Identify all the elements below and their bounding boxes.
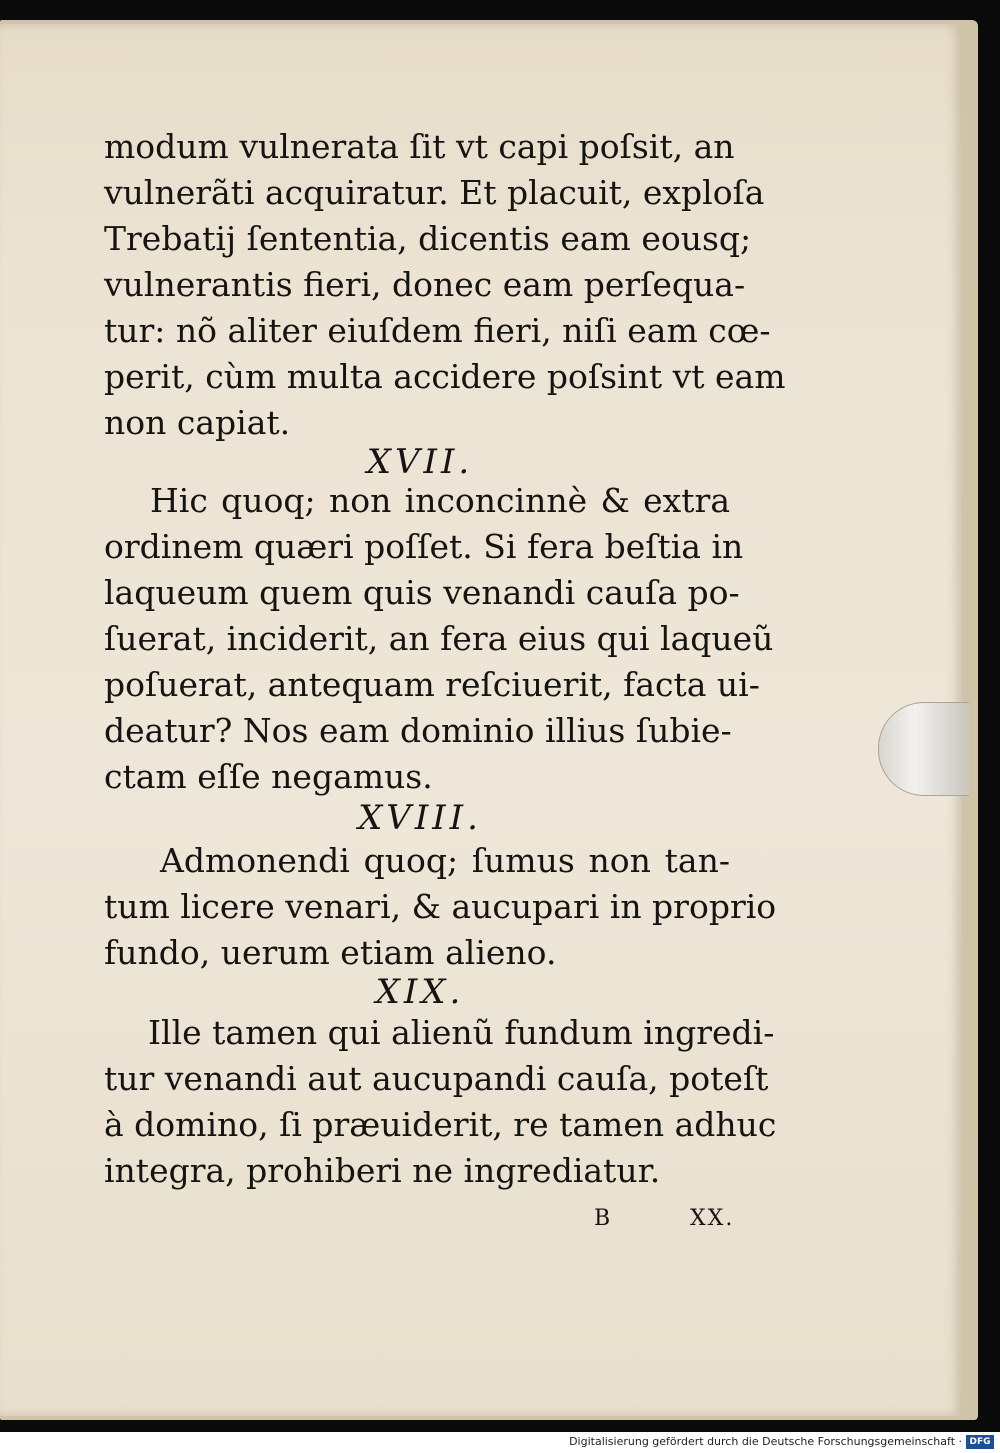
text-line: Hic quoq; non inconcinnè & extra xyxy=(150,481,730,520)
text-line: perit, cùm multa accidere poſsint vt eam xyxy=(104,357,786,396)
text-line: ordinem quæri poſſet. Si fera beſtia in xyxy=(104,527,744,566)
text-line: poſuerat, antequam reſciuerit, facta ui- xyxy=(104,665,760,704)
text-line: Ille tamen qui alienũ fundum ingredi- xyxy=(148,1013,775,1052)
catchword: XX. xyxy=(690,1206,735,1231)
text-line: à domino, ſi præuiderit, re tamen adhuc xyxy=(104,1105,777,1144)
signature-mark: B xyxy=(594,1206,611,1231)
text-line: fundo, uerum etiam alieno. xyxy=(104,933,557,972)
text-line: vulnerantis fieri, donec eam perſequa- xyxy=(104,265,746,304)
text-line: Trebatij ſententia, dicentis eam eousq; xyxy=(104,219,752,258)
section-heading-18: XVIII. xyxy=(358,798,482,838)
section-heading-17: XVII. xyxy=(366,442,474,482)
text-line: Admonendi quoq; ſumus non tan- xyxy=(160,841,730,880)
text-line: vulnerãti acquiratur. Et placuit, exploſa xyxy=(104,173,765,212)
digitization-credit: Digitalisierung gefördert durch die Deutsche Forschungsgemeinschaft · xyxy=(569,1435,962,1448)
text-line: tur: nõ aliter eiuſdem fieri, niſi eam cœ- xyxy=(104,311,771,350)
section-heading-19: XIX. xyxy=(375,972,465,1012)
dfg-logo-icon: DFG xyxy=(966,1435,994,1449)
text-line: modum vulnerata ſit vt capi poſsit, an xyxy=(104,127,735,166)
text-line: deatur? Nos eam dominio illius ſubie- xyxy=(104,711,732,750)
text-line: tur venandi aut aucupandi cauſa, poteſt xyxy=(104,1059,769,1098)
text-line: integra, prohiberi ne ingrediatur. xyxy=(104,1151,661,1190)
text-line: non capiat. xyxy=(104,403,291,442)
text-line: ctam eſſe negamus. xyxy=(104,757,433,796)
text-line: laqueum quem quis venandi cauſa po- xyxy=(104,573,740,612)
text-line: tum licere venari, & aucupari in proprio xyxy=(104,887,777,926)
text-line: ſuerat, inciderit, an fera eius qui laqueũ xyxy=(104,619,774,658)
